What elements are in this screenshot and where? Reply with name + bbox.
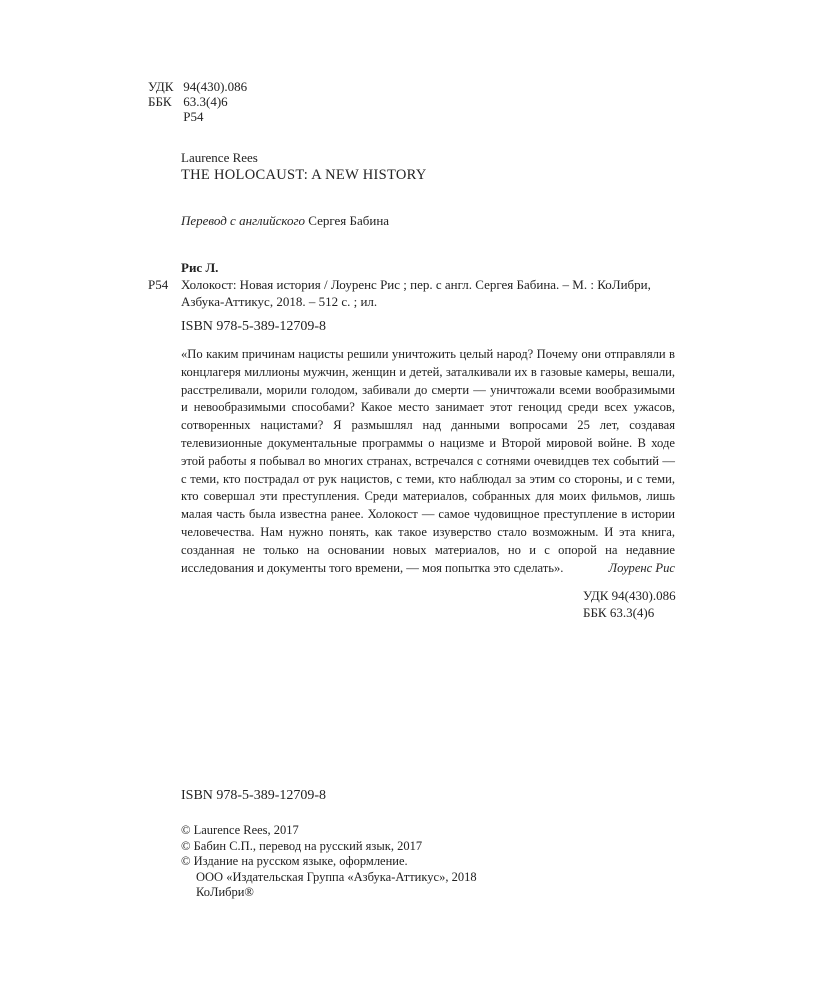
annotation-signature: Лоуренс Рис: [608, 561, 675, 575]
translation-prefix: Перевод с английского: [181, 213, 306, 228]
copyright-block: [181, 823, 477, 901]
author-sign-row: [148, 109, 247, 124]
bibliographic-line-1: Холокост: Новая история / Лоуренс Рис ; пер. с англ. Сергея Бабина. – М. : КоЛибри,: [181, 277, 651, 292]
isbn-top: ISBN 978-5-389-12709-8: [181, 319, 327, 334]
original-edition: [181, 149, 427, 184]
author-sign: Р54: [183, 109, 204, 124]
annotation-text: «По каким причинам нацисты решили уничтожить целый народ? Почему они отправляли в концлагеря миллионы мужчин, женщин и детей, заталкивали их в газовые камеры, вешали, расстреливали, морили голодом, забивали до смерти — уничтожали всеми вообразимыми и невообразимыми способами? Какое место занимает этот геноцид среди всех ужасов, сотворенных нацистами? Я размышлял над данными вопросами 25 лет, создавая телевизионные документальные программы о нацизме и Второй мировой войне. В ходе этой работы я побывал во многих странах, встречался с сотнями очевидцев тех событий — с теми, кто пострадал от рук нацистов, с теми, кто наблюдал за этим со стороны, и с теми, кто совершал эти преступления. Среди материалов, собранных для моих фильмов, лишь малая часть была известна ранее. Холокост — самое чудовищное преступление в истории человечества. Нам нужно понять, как такое изуверство стало возможным. И эта книга, созданная не только на основании новых материалов, но и с опорой на недавние исследования и документы того времени, — моя попытка это сделать».: [181, 347, 675, 575]
bibliographic-line: [148, 276, 673, 293]
bbk-value: 63.3(4)6: [183, 94, 228, 109]
translator-name: Сергея Бабина: [308, 213, 390, 228]
copyright-line: ООО «Издательская Группа «Азбука-Аттикус», 2018: [196, 869, 477, 884]
copyright-line: © Издание на русском языке, оформление.: [181, 854, 408, 868]
bbk-right: ББК 63.3(4)6: [583, 605, 655, 620]
translation-credit: [181, 212, 389, 229]
bibliographic-heading: Рис Л.: [181, 260, 219, 275]
bibliographic-record: [148, 259, 673, 310]
copyright-line: КоЛибри®: [196, 885, 254, 899]
udk-row: [148, 79, 247, 94]
bbk-label: ББК: [148, 94, 172, 109]
bibliographic-line-2: Азбука-Аттикус, 2018. – 512 с. ; ил.: [181, 294, 378, 309]
udk-label: УДК: [148, 79, 174, 94]
bibliographic-code: Р54: [148, 277, 169, 292]
udk-right: УДК 94(430).086: [583, 588, 676, 603]
classification-right: [583, 587, 676, 621]
bbk-row: [148, 94, 247, 109]
bibliographic-line: [148, 293, 673, 310]
classification-block: [148, 79, 247, 124]
copyright-line: © Бабин С.П., перевод на русский язык, 2017: [181, 838, 423, 853]
udk-value: 94(430).086: [183, 79, 248, 94]
original-title: THE HOLOCAUST: A NEW HISTORY: [181, 167, 427, 183]
isbn-bottom: ISBN 978-5-389-12709-8: [181, 788, 327, 803]
copyright-line: © Laurence Rees, 2017: [181, 823, 299, 837]
original-author: Laurence Rees: [181, 150, 258, 165]
